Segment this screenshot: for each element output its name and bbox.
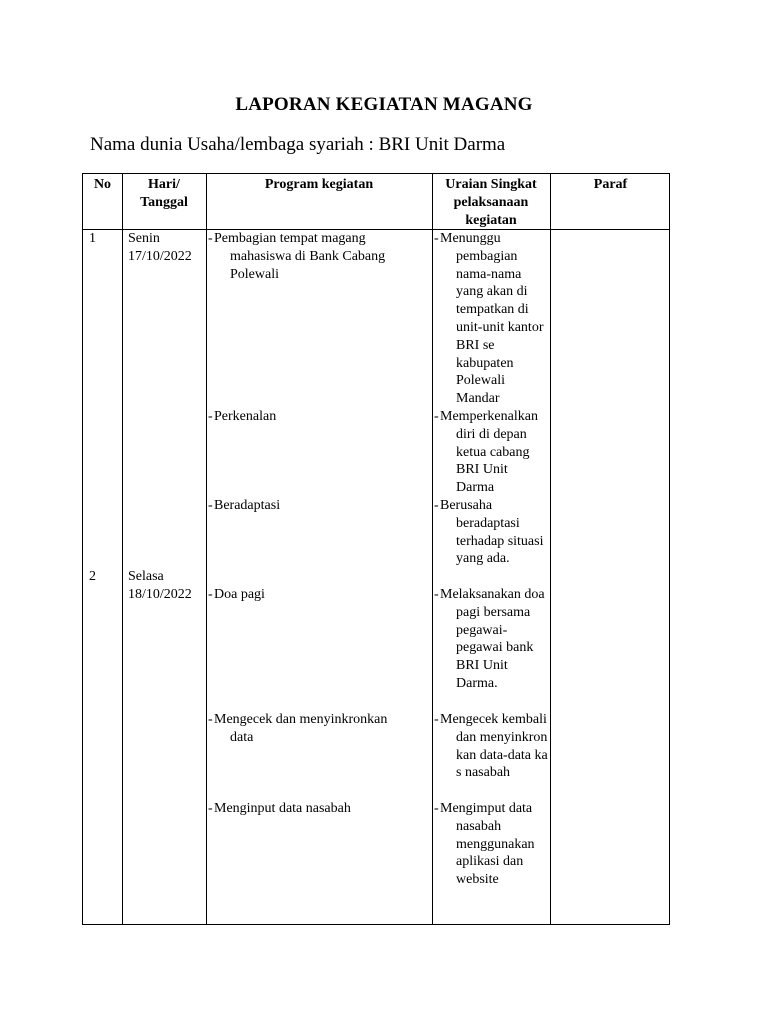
uraian-item [434, 230, 548, 408]
bullet-dash: - [434, 498, 439, 513]
uraian-text: Mengecek kembali dan menyinkronkan data-data kas nasabah [440, 712, 548, 781]
row-number: 1 [89, 231, 96, 246]
uraian-text: Melaksanakan doa pagi bersama pegawai-pegawai bank BRI Unit Darma. [440, 587, 545, 691]
program-item [208, 586, 408, 604]
header-hari-tanggal: Hari/ Tanggal [140, 177, 188, 210]
program-text: Menginput data nasabah [214, 801, 351, 816]
document-title: LAPORAN KEGIATAN MAGANG [235, 94, 533, 115]
bullet-dash: - [208, 801, 213, 816]
uraian-item [434, 497, 548, 568]
program-text: Mengecek dan menyinkronkan data [214, 712, 388, 745]
bullet-dash: - [434, 712, 439, 727]
bullet-dash: - [208, 712, 213, 727]
uraian-item [434, 408, 548, 497]
col-divider [206, 174, 207, 924]
row-day: Senin [128, 231, 160, 246]
program-text: Doa pagi [214, 587, 265, 602]
program-text: Pembagian tempat magang mahasiswa di Bank Cabang Polewali [214, 231, 386, 282]
bullet-dash: - [208, 409, 213, 424]
bullet-dash: - [208, 231, 213, 246]
bullet-dash: - [208, 587, 213, 602]
program-item [208, 800, 408, 818]
bullet-dash: - [434, 801, 439, 816]
institution-line: Nama dunia Usaha/lembaga syariah : BRI Unit Darma [90, 134, 506, 155]
row-date: 18/10/2022 [128, 587, 192, 602]
program-text: Perkenalan [214, 409, 277, 424]
col-divider [122, 174, 123, 924]
row-day: Selasa [128, 569, 164, 584]
uraian-text: Berusaha beradaptasi terhadap situasi yang ada. [440, 498, 544, 567]
col-divider [550, 174, 551, 924]
uraian-text: Memperkenalkan diri di depan ketua cabang BRI Unit Darma [440, 409, 538, 496]
bullet-dash: - [434, 231, 439, 246]
bullet-dash: - [434, 409, 439, 424]
program-item [208, 497, 408, 515]
program-item [208, 711, 408, 747]
program-text: Beradaptasi [214, 498, 281, 513]
program-item [208, 230, 408, 283]
activity-table [82, 173, 670, 925]
row-number: 2 [89, 569, 96, 584]
bullet-dash: - [208, 498, 213, 513]
header-no: No [93, 177, 112, 192]
program-item [208, 408, 408, 426]
uraian-item [434, 586, 548, 693]
header-paraf: Paraf [593, 177, 628, 192]
bullet-dash: - [434, 587, 439, 602]
row-date: 17/10/2022 [128, 249, 192, 264]
header-uraian: Uraian Singkat pelaksanaan kegiatan [445, 177, 537, 228]
uraian-item [434, 800, 548, 889]
uraian-item [434, 711, 548, 782]
header-program: Program kegiatan [264, 177, 374, 192]
uraian-text: Mengimput data nasabah menggunakan aplikasi dan website [440, 801, 535, 888]
uraian-text: Menunggu pembagian nama-nama yang akan di tempatkan di unit-unit kantor BRI se kabupaten Polewali Mandar [440, 231, 544, 407]
col-divider [432, 174, 433, 924]
